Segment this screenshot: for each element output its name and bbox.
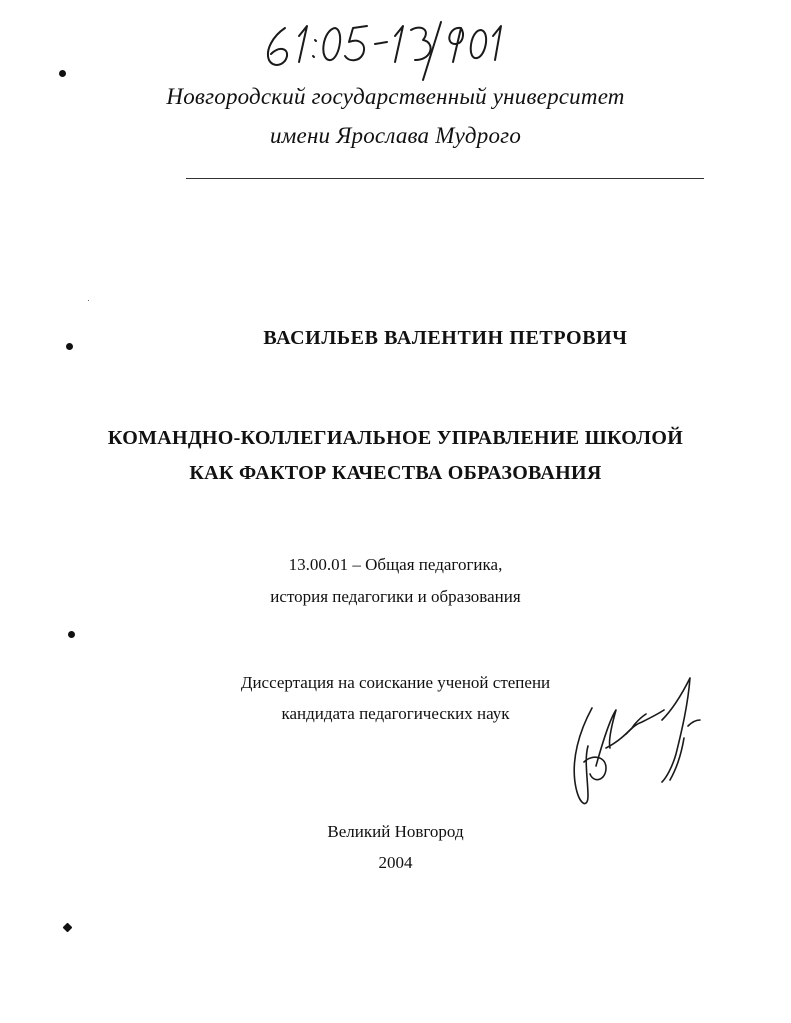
scan-dot	[68, 631, 75, 638]
university-name: Новгородский государственный университет	[166, 84, 625, 109]
city: Великий Новгород	[327, 822, 464, 841]
year: 2004	[378, 853, 413, 872]
scan-dot	[59, 70, 66, 77]
signature	[566, 670, 716, 820]
dissertation-title-line2: КАК ФАКТОР КАЧЕСТВА ОБРАЗОВАНИЯ	[189, 462, 602, 484]
header-rule	[186, 178, 704, 179]
degree-line2: кандидата педагогических наук	[281, 704, 510, 723]
scan-speck	[88, 300, 89, 301]
author-name: ВАСИЛЬЕВ ВАЛЕНТИН ПЕТРОВИЧ	[263, 327, 628, 349]
university-name-line2: имени Ярослава Мудрого	[269, 123, 522, 148]
scan-dot	[63, 923, 73, 933]
specialty-code: 13.00.01 – Общая педагогика,	[288, 555, 503, 574]
dissertation-title-line1: КОМАНДНО-КОЛЛЕГИАЛЬНОЕ УПРАВЛЕНИЕ ШКОЛОЙ	[107, 427, 684, 449]
specialty-name: история педагогики и образования	[270, 587, 521, 606]
handwritten-archive-code	[255, 14, 515, 86]
degree-line1: Диссертация на соискание ученой степени	[240, 673, 551, 692]
